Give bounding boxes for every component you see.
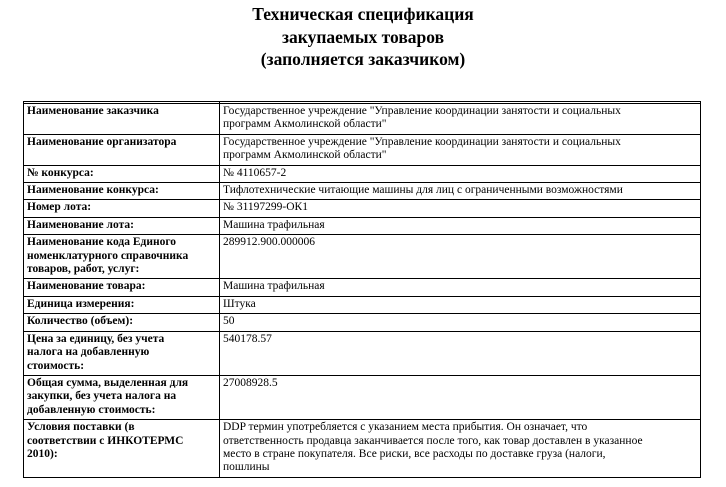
table-row [24,420,701,478]
row-value-text: DDP термин употребляется с указанием места прибытия. Он означает, что ответственность продавца заканчивается после того, как товар доставлен в указанное место в стране покупателя. Все риски, все расходы по доставке груза (налоги, пошлины [223,421,643,474]
row-value-text: Государственное учреждение "Управление координации занятости и социальных программ Акмолинской области" [223,135,621,162]
document-title [0,3,726,71]
row-label-text: Номер лота: [27,201,92,214]
row-label [24,279,220,296]
row-value [220,296,701,313]
row-value-text: Тифлотехнические читающие машины для лиц с ограниченными возможностями [223,184,623,197]
row-value [220,331,701,375]
row-label-text: Количество (объем): [27,315,134,328]
row-label-text: Наименование кода Единого номенклатурного справочника товаров, работ, услуг: [27,236,189,276]
row-value-text: № 31197299-ОК1 [223,201,308,214]
row-label-text: Условия поставки (в соответствии с ИНКОТЕРМС 2010): [27,421,184,460]
row-value-text: 27008928.5 [223,376,278,389]
title-line-2: закупаемых товаров [281,26,445,47]
row-value [220,217,701,234]
table-row [24,331,701,375]
row-value-text: Машина трафильная [223,218,325,231]
table-row [24,217,701,234]
row-label [24,314,220,331]
table-row [24,314,701,331]
row-value [220,314,701,331]
row-value-text: № 4110657-2 [223,166,287,179]
row-value [220,235,701,279]
table-row [24,235,701,279]
row-label-text: Цена за единицу, без учета налога на добавленную стоимость: [27,332,165,372]
row-value [220,420,701,478]
row-label [24,183,220,200]
row-value-text: Государственное учреждение "Управление координации занятости и социальных программ Акмолинской области" [223,105,621,131]
row-label [24,235,220,279]
row-value-text: 289912.900.000006 [223,236,315,249]
table-row [24,183,701,200]
row-value-text: Машина трафильная [223,280,325,293]
row-label-text: Наименование товара: [27,280,146,293]
row-value [220,183,701,200]
table-row [24,134,701,165]
table-row [24,279,701,296]
row-value [220,200,701,217]
table-row [24,296,701,313]
row-label [24,375,220,419]
table-row [24,104,701,135]
table-row [24,200,701,217]
row-value [220,134,701,165]
row-value [220,375,701,419]
row-label [24,217,220,234]
row-label-text: Наименование организатора [27,135,177,148]
row-label [24,165,220,182]
table-row [24,165,701,182]
row-label [24,200,220,217]
specification-table [23,101,701,478]
row-value [220,165,701,182]
row-label-text: № конкурса: [27,166,94,179]
title-line-3: (заполняется заказчиком) [260,49,466,69]
row-label-text: Наименование конкурса: [27,184,159,197]
row-value-text: 50 [223,315,235,328]
row-value-text: 540178.57 [223,332,272,345]
row-label-text: Общая сумма, выделенная для закупки, без учета налога на добавленную стоимость: [27,376,189,416]
row-label [24,104,220,135]
row-value-text: Штука [223,297,256,310]
row-label-text: Наименование заказчика [27,105,159,117]
row-label-text: Единица измерения: [27,297,135,310]
row-label-text: Наименование лота: [27,218,134,231]
row-value [220,279,701,296]
title-line-1: Техническая спецификация [252,4,474,24]
row-label [24,296,220,313]
row-value [220,104,701,135]
row-label [24,134,220,165]
table-row [24,375,701,419]
row-label [24,420,220,478]
row-label [24,331,220,375]
specification-table-body [24,102,701,478]
